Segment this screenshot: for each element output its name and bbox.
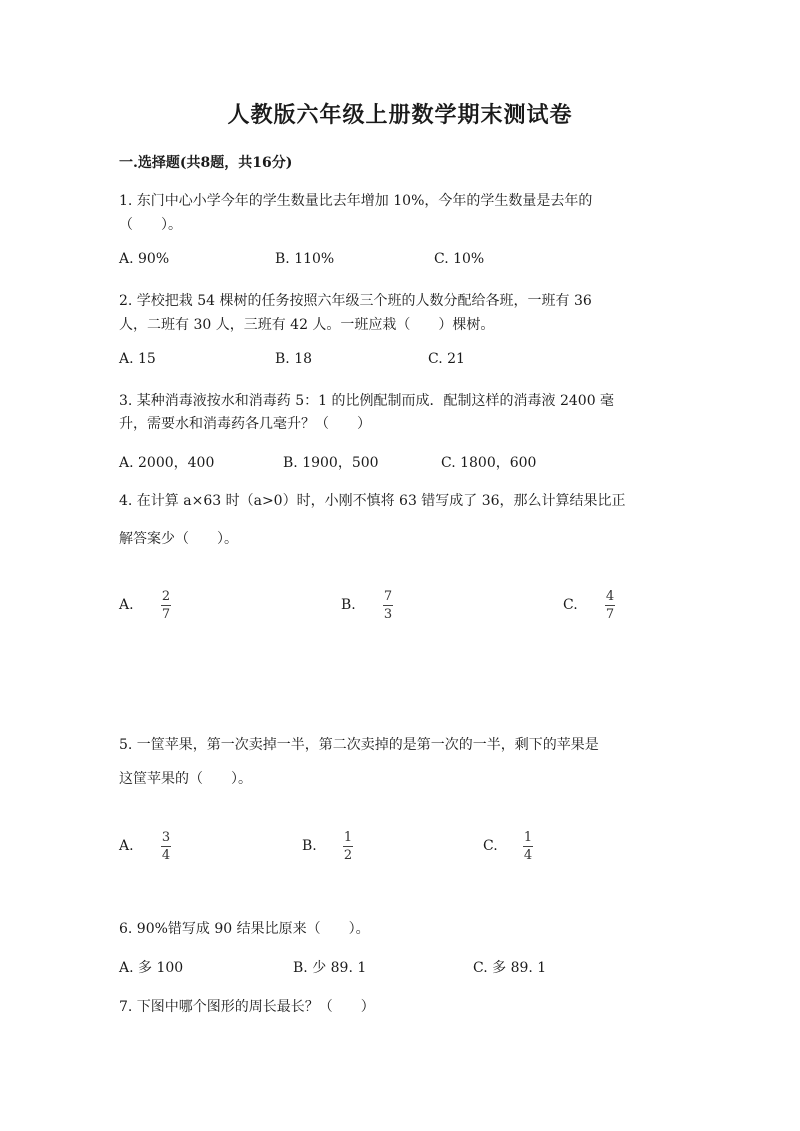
- question-3-option-a: A. 2000，400: [119, 455, 215, 471]
- fraction-bar: [383, 605, 393, 606]
- question-5-line-1: 5. 一筐苹果，第一次卖掉一半，第二次卖掉的是第一次的一半，剩下的苹果是: [119, 737, 599, 753]
- question-5-option-a-fraction: [161, 831, 171, 862]
- fraction-bar: [523, 846, 533, 847]
- question-5-option-c-label: C.: [483, 838, 498, 854]
- question-2-line-2: 人，二班有 30 人，三班有 42 人。一班应栽（ ）棵树。: [119, 317, 495, 333]
- fraction-bar: [161, 605, 171, 606]
- fraction-denominator: 4: [161, 848, 171, 863]
- question-1-line-2: （ ）。: [119, 217, 182, 233]
- question-2-option-a: A. 15: [119, 351, 156, 367]
- fraction-denominator: 4: [523, 848, 533, 863]
- question-3-line-2: 升，需要水和消毒药各几毫升？（ ）: [119, 416, 371, 432]
- fraction-numerator: 4: [605, 589, 615, 604]
- fraction-numerator: 7: [383, 589, 393, 604]
- question-4-line-1: 4. 在计算 a×63 时（a>0）时，小刚不慎将 63 错写成了 36，那么计算结果比正: [119, 493, 626, 509]
- question-1-option-c: C. 10%: [434, 251, 485, 267]
- question-6-line-1: 6. 90%错写成 90 结果比原来（ ）。: [119, 921, 370, 937]
- question-4-option-c-label: C.: [563, 597, 578, 613]
- fraction-numerator: 1: [343, 830, 353, 845]
- fraction-numerator: 1: [523, 830, 533, 845]
- question-5-option-a-label: A.: [119, 838, 134, 854]
- fraction-denominator: 7: [161, 607, 171, 622]
- question-4-line-2: 解答案少（ ）。: [119, 531, 238, 547]
- question-3-option-c: C. 1800，600: [441, 455, 537, 471]
- question-3-option-b: B. 1900，500: [283, 455, 379, 471]
- question-1-line-1: 1. 东门中心小学今年的学生数量比去年增加 10%，今年的学生数量是去年的: [119, 193, 593, 209]
- question-4-option-b-label: B.: [341, 597, 356, 613]
- question-4-option-b-fraction: [383, 590, 393, 621]
- question-6-option-a: A. 多 100: [119, 960, 184, 976]
- fraction-denominator: 7: [605, 607, 615, 622]
- question-4-option-a-label: A.: [119, 597, 134, 613]
- fraction-numerator: 3: [161, 830, 171, 845]
- page-title: 人教版六年级上册数学期末测试卷: [227, 102, 573, 128]
- question-6-option-b: B. 少 89. 1: [293, 960, 367, 976]
- fraction-denominator: 2: [343, 848, 353, 863]
- question-5-option-b-label: B.: [302, 838, 317, 854]
- question-2-line-1: 2. 学校把栽 54 棵树的任务按照六年级三个班的人数分配给各班，一班有 36: [119, 293, 592, 309]
- question-5-option-c-fraction: [523, 831, 533, 862]
- question-5-option-b-fraction: [343, 831, 353, 862]
- question-3-line-1: 3. 某种消毒液按水和消毒药 5：1 的比例配制而成．配制这样的消毒液 2400 毫: [119, 393, 615, 409]
- fraction-denominator: 3: [383, 607, 393, 622]
- fraction-bar: [161, 846, 171, 847]
- question-4-option-c-fraction: [605, 590, 615, 621]
- fraction-bar: [343, 846, 353, 847]
- question-2-option-b: B. 18: [275, 351, 313, 367]
- question-6-option-c: C. 多 89. 1: [473, 960, 547, 976]
- question-5-line-2: 这筐苹果的（ ）。: [119, 771, 252, 787]
- question-1-option-b: B. 110%: [275, 251, 335, 267]
- question-4-option-a-fraction: [161, 590, 171, 621]
- question-1-option-a: A. 90%: [119, 251, 170, 267]
- question-7-line-1: 7. 下图中哪个图形的周长最长？（ ）: [119, 999, 375, 1015]
- fraction-bar: [605, 605, 615, 606]
- fraction-numerator: 2: [161, 589, 171, 604]
- question-2-option-c: C. 21: [428, 351, 465, 367]
- section-heading: 一.选择题(共8题，共16分): [119, 155, 293, 171]
